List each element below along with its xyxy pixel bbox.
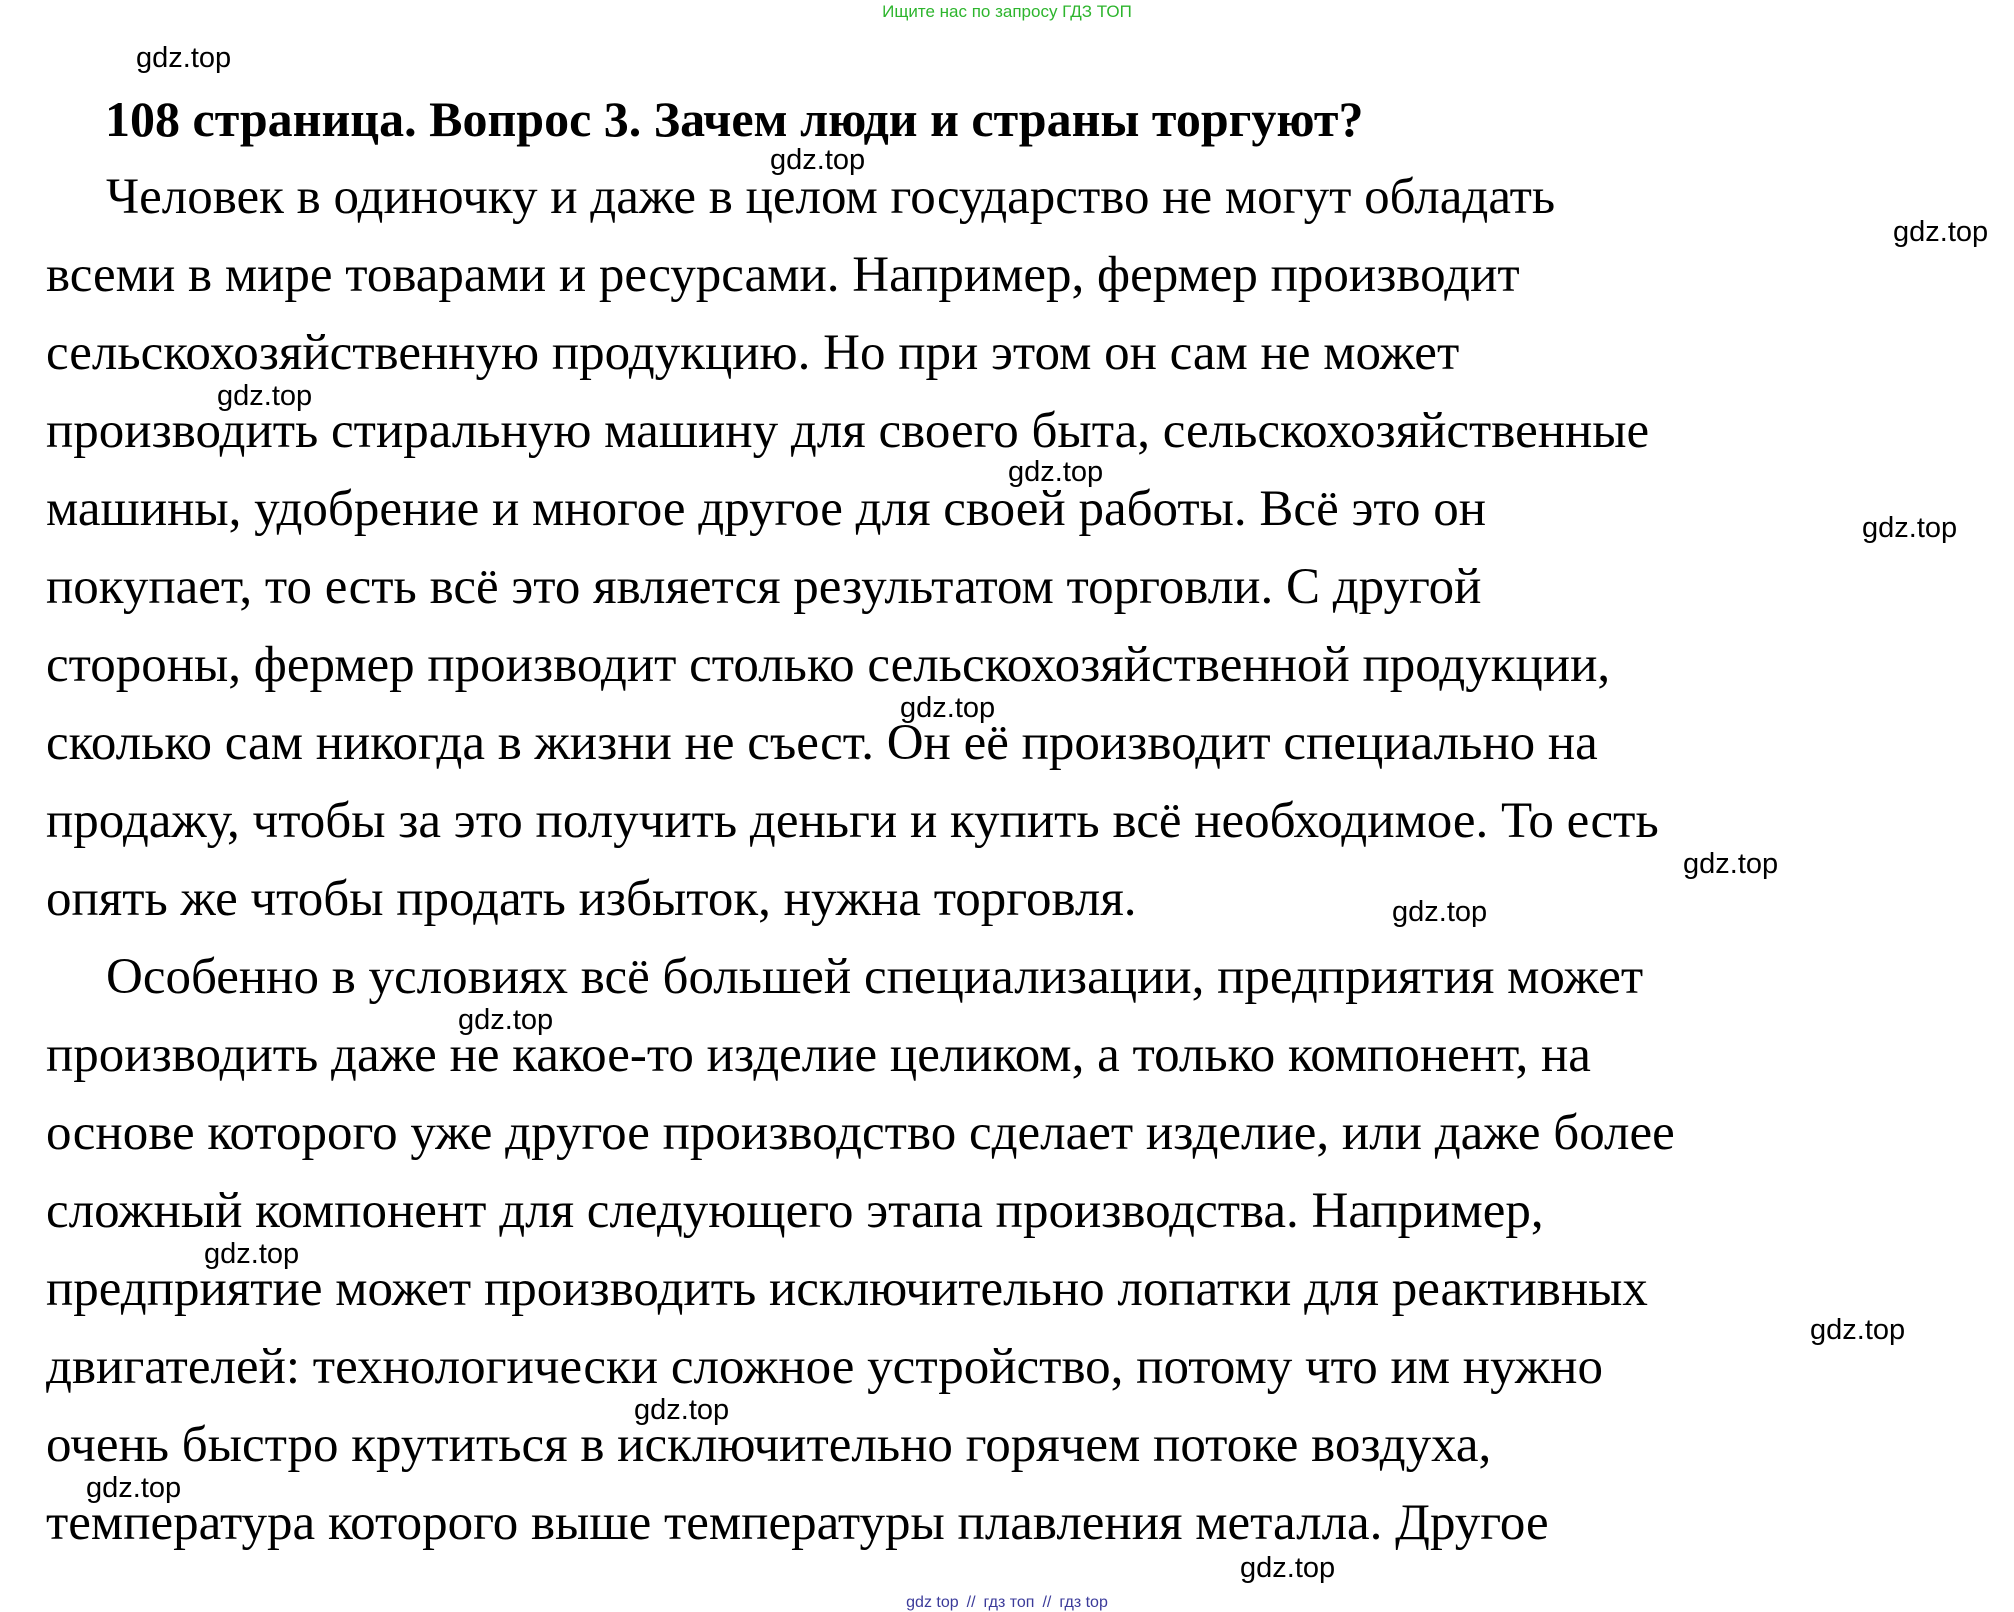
footer-separator: // [1042,1594,1052,1611]
text-line: сколько сам никогда в жизни не съест. Он её производит специально на [46,715,1598,771]
text-line: всеми в мире товарами и ресурсами. Например, фермер производит [46,247,1520,303]
text-line: производить стиральную машину для своего быта, сельскохозяйственные [46,403,1650,459]
text-line: сложный компонент для следующего этапа производства. Например, [46,1183,1544,1239]
watermark: gdz.top [1683,848,1779,880]
watermark: gdz.top [900,692,996,724]
watermark: gdz.top [770,144,866,176]
watermark: gdz.top [1810,1314,1906,1346]
text-line: сельскохозяйственную продукцию. Но при этом он сам не может [46,325,1460,381]
watermark: gdz.top [1862,512,1958,544]
watermark: gdz.top [1392,896,1488,928]
watermark: gdz.top [458,1004,554,1036]
footer-links [0,1594,2014,1612]
watermark: gdz.top [1240,1552,1336,1584]
text-line: предприятие может производить исключительно лопатки для реактивных [46,1261,1648,1317]
text-line: Особенно в условиях всё большей специализации, предприятия может [106,949,1644,1005]
footer-link-gdz-top-mixed[interactable]: гдз top [1059,1594,1108,1611]
watermark: gdz.top [217,380,313,412]
footer-link-gdz-top[interactable]: gdz top [906,1594,959,1611]
text-line: производить даже не какое-то изделие целиком, а только компонент, на [46,1027,1591,1083]
watermark: gdz.top [634,1394,730,1426]
top-banner[interactable]: Ищите нас по запросу ГДЗ ТОП [882,2,1132,21]
text-line: машины, удобрение и многое другое для своей работы. Всё это он [46,481,1487,537]
text-line: Человек в одиночку и даже в целом государство не могут обладать [106,169,1556,225]
watermark: gdz.top [136,42,232,74]
text-line: продажу, чтобы за это получить деньги и купить всё необходимое. То есть [46,793,1659,849]
text-line: температура которого выше температуры плавления металла. Другое [46,1495,1549,1551]
page-title: 108 страница. Вопрос 3. Зачем люди и страны торгуют? [105,91,1364,147]
text-line: опять же чтобы продать избыток, нужна торговля. [46,871,1137,927]
watermark: gdz.top [1008,456,1104,488]
footer-separator: // [966,1594,976,1611]
footer-link-gdz-top-ru[interactable]: гдз топ [983,1594,1035,1611]
text-line: очень быстро крутиться в исключительно горячем потоке воздуха, [46,1417,1492,1473]
watermark: gdz.top [204,1238,300,1270]
watermark: gdz.top [1893,216,1989,248]
watermark: gdz.top [86,1472,182,1504]
text-line: двигателей: технологически сложное устройство, потому что им нужно [46,1339,1603,1395]
text-line: стороны, фермер производит столько сельскохозяйственной продукции, [46,637,1611,693]
text-line: покупает, то есть всё это является результатом торговли. С другой [46,559,1482,615]
text-line: основе которого уже другое производство сделает изделие, или даже более [46,1105,1675,1161]
